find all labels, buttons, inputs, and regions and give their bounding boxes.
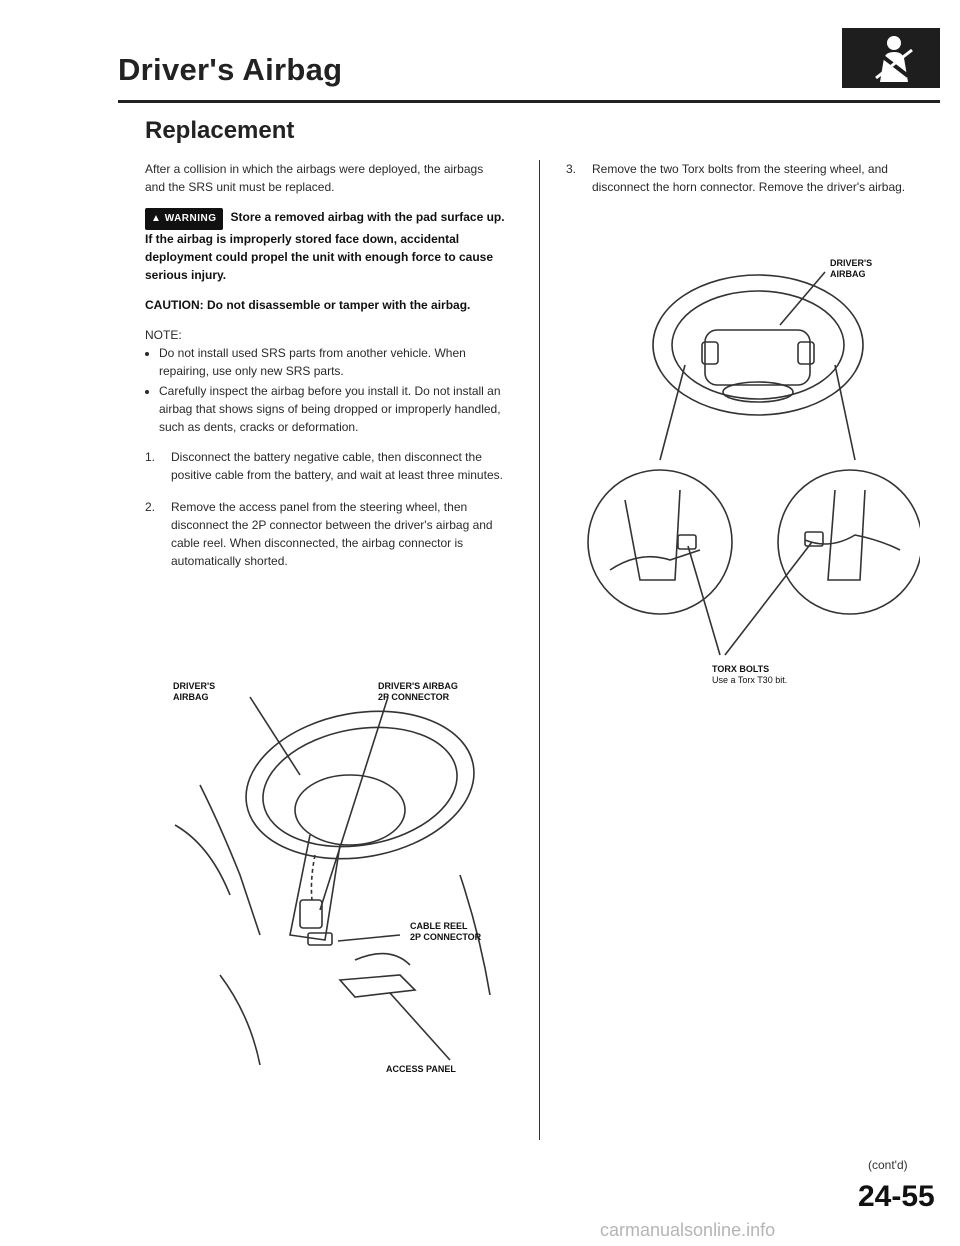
- label-line: Use a Torx T30 bit.: [712, 675, 788, 685]
- torx-bolts-figure: [580, 250, 920, 670]
- caution-text: CAUTION: Do not disassemble or tamper with the airbag.: [145, 298, 471, 312]
- label-line: AIRBAG: [173, 692, 209, 702]
- label-cable-reel-connector: [410, 921, 481, 943]
- left-column: [145, 160, 505, 584]
- page-number: 24-55: [858, 1180, 935, 1213]
- note-list: [145, 344, 505, 436]
- label-line: 2P CONNECTOR: [410, 932, 482, 942]
- step-number: 2.: [145, 500, 156, 514]
- steering-wheel-connector-figure: [160, 675, 540, 1065]
- note-label: NOTE:: [145, 328, 182, 342]
- page-title: Driver's Airbag: [118, 52, 343, 87]
- step-3: [566, 160, 916, 196]
- warning-badge: ▲ WARNING: [145, 208, 223, 230]
- continued-label: (cont'd): [868, 1158, 908, 1172]
- label-line: 2P CONNECTOR: [378, 692, 450, 702]
- watermark: carmanualsonline.info: [600, 1220, 776, 1240]
- right-column: [566, 160, 916, 210]
- warning-block: [145, 208, 505, 284]
- label-line: DRIVER'S: [173, 681, 216, 691]
- step-1: [145, 448, 505, 484]
- label-line: AIRBAG: [830, 269, 866, 279]
- label-drivers-airbag-connector: [378, 681, 458, 703]
- section-title: Replacement: [145, 117, 295, 144]
- step-number: 3.: [566, 162, 577, 176]
- intro-text: After a collision in which the airbags were deployed, the airbags and the SRS unit must be replaced.: [145, 162, 484, 194]
- note-item: • Carefully inspect the airbag before you install it. Do not install an airbag that shows signs of being dropped or improperly handled, such as dents, cracks or deformation.: [159, 382, 505, 436]
- step-text: Disconnect the battery negative cable, then disconnect the positive cable from the battery, and wait at least three minutes.: [171, 450, 503, 482]
- label-access-panel: ACCESS PANEL: [386, 1064, 456, 1074]
- label-torx-bolts: [712, 664, 787, 686]
- label-drivers-airbag-right: [830, 258, 872, 280]
- label-line: DRIVER'S: [830, 258, 873, 268]
- step-2: [145, 498, 505, 570]
- warning-text: Store a removed airbag with the pad surface up. If the airbag is improperly stored face down, accidental deployment could propel the unit with enough force to cause serious injury.: [145, 210, 505, 282]
- step-text: Remove the access panel from the steering wheel, then disconnect the 2P connector between the driver's airbag and cable reel. When disconnected, the airbag connector is automatically shorted.: [171, 500, 493, 568]
- warning-badge-label: WARNING: [164, 213, 217, 224]
- step-text: Remove the two Torx bolts from the steering wheel, and disconnect the horn connector. Remove the driver's airbag.: [592, 162, 906, 194]
- label-line: CABLE REEL: [410, 921, 468, 931]
- header-rule: [118, 100, 940, 103]
- label-line: DRIVER'S AIRBAG: [378, 681, 458, 691]
- note-item: • Do not install used SRS parts from another vehicle. When repairing, use only new SRS parts.: [159, 344, 505, 380]
- label-drivers-airbag: [173, 681, 215, 703]
- column-divider: [539, 160, 540, 1140]
- label-line: TORX BOLTS: [712, 664, 770, 674]
- seat-belt-person-icon: [842, 28, 940, 88]
- step-number: 1.: [145, 450, 156, 464]
